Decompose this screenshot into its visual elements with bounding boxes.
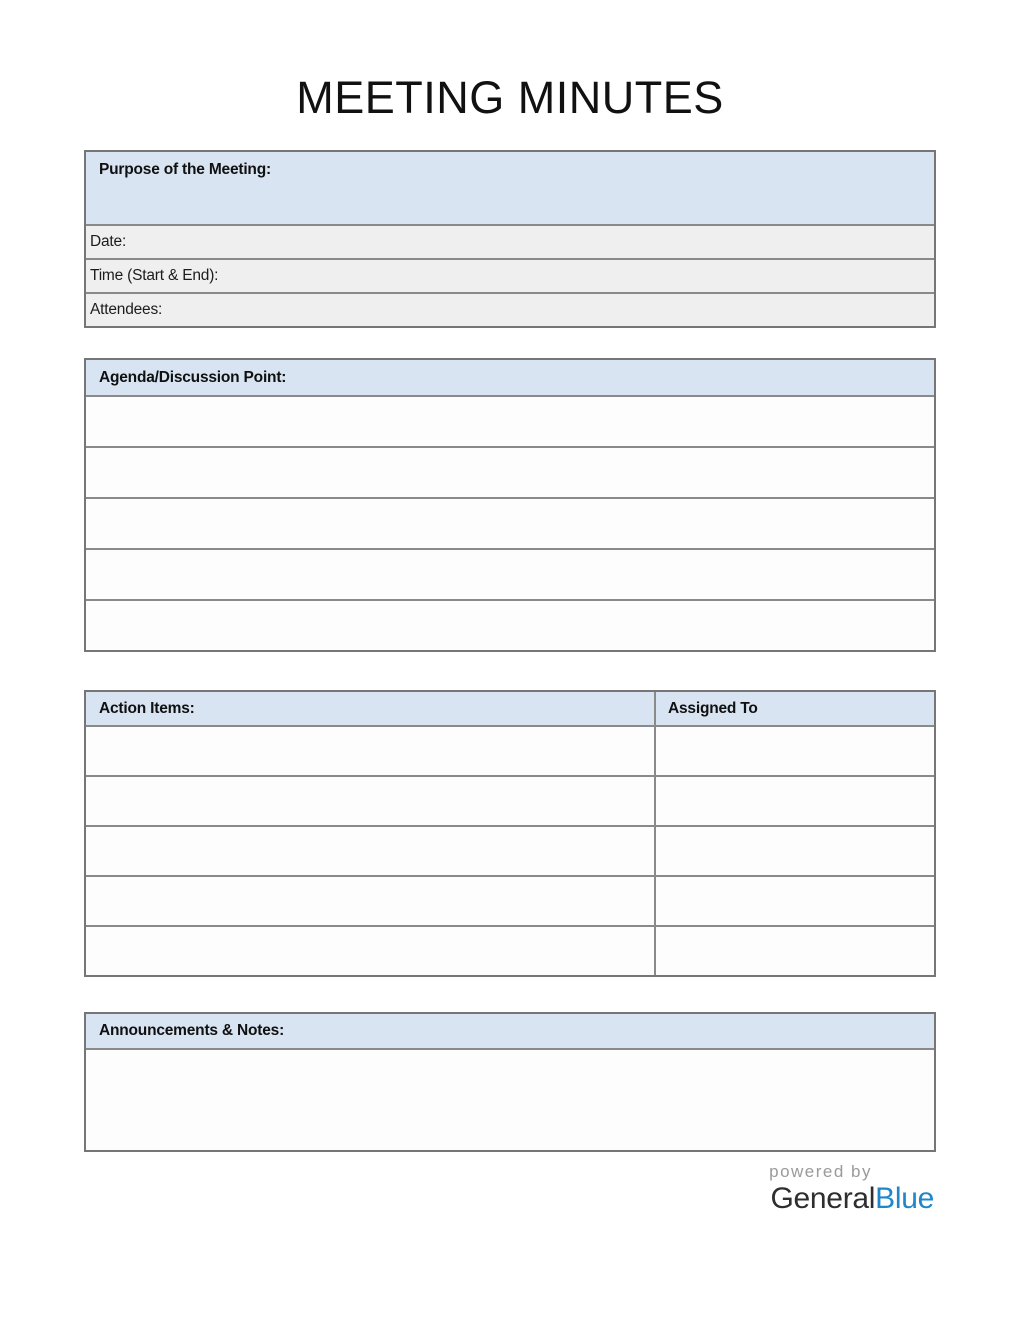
powered-by-text: powered by xyxy=(769,1162,872,1181)
assigned-to-cell[interactable] xyxy=(656,725,934,775)
action-item-cell[interactable] xyxy=(86,925,656,975)
purpose-header-label: Purpose of the Meeting: xyxy=(99,161,271,178)
action-item-cell[interactable] xyxy=(86,725,656,775)
action-items-table xyxy=(84,690,936,977)
agenda-blank-row[interactable] xyxy=(86,599,934,650)
agenda-blank-row[interactable] xyxy=(86,395,934,446)
assigned-to-cell[interactable] xyxy=(656,875,934,925)
agenda-table xyxy=(84,358,936,652)
brand-blue-text: Blue xyxy=(875,1181,934,1215)
general-blue-wordmark xyxy=(769,1182,934,1217)
field-row-attendees[interactable] xyxy=(86,292,934,326)
date-label: Date: xyxy=(90,233,127,250)
action-item-cell[interactable] xyxy=(86,875,656,925)
action-items-header-label: Action Items: xyxy=(99,699,195,717)
brand-general-text: General xyxy=(770,1181,876,1215)
agenda-blank-row[interactable] xyxy=(86,548,934,599)
agenda-header-cell xyxy=(86,360,934,395)
action-items-row xyxy=(86,925,934,975)
action-item-cell[interactable] xyxy=(86,825,656,875)
action-items-header-cell xyxy=(86,692,656,725)
action-items-row xyxy=(86,725,934,775)
assigned-to-header-cell xyxy=(656,692,934,725)
assigned-to-cell[interactable] xyxy=(656,925,934,975)
assigned-to-cell[interactable] xyxy=(656,825,934,875)
announcements-table xyxy=(84,1012,936,1152)
attendees-label: Attendees: xyxy=(90,301,163,318)
action-item-cell[interactable] xyxy=(86,775,656,825)
powered-by-logo xyxy=(769,1163,934,1216)
announcements-header-label: Announcements & Notes: xyxy=(99,1022,285,1039)
action-items-row xyxy=(86,825,934,875)
action-items-row xyxy=(86,775,934,825)
page-title: MEETING MINUTES xyxy=(296,72,724,123)
action-items-header-row xyxy=(86,692,934,725)
announcements-blank-area[interactable] xyxy=(86,1048,934,1150)
action-items-row xyxy=(86,875,934,925)
time-label: Time (Start & End): xyxy=(90,267,219,284)
purpose-header-cell xyxy=(86,152,934,224)
agenda-blank-row[interactable] xyxy=(86,497,934,548)
field-row-time[interactable] xyxy=(86,258,934,292)
assigned-to-cell[interactable] xyxy=(656,775,934,825)
announcements-header-cell xyxy=(86,1014,934,1048)
agenda-header-label: Agenda/Discussion Point: xyxy=(99,368,287,386)
purpose-table xyxy=(84,150,936,328)
field-row-date[interactable] xyxy=(86,224,934,258)
assigned-to-header-label: Assigned To xyxy=(668,699,758,717)
agenda-blank-row[interactable] xyxy=(86,446,934,497)
